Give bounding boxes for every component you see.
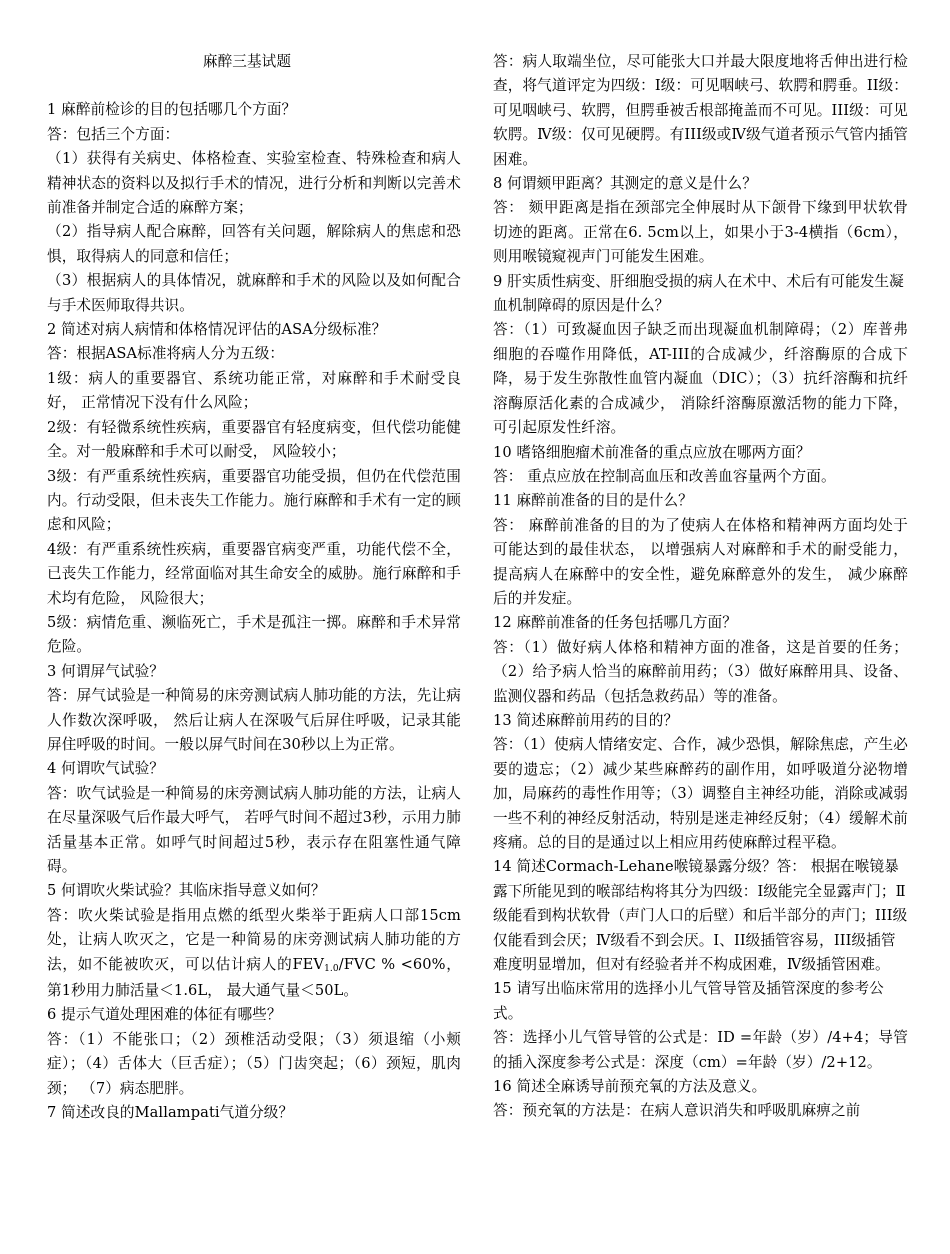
answer-text: 答：选择小儿气管导管的公式是：ID =年龄（岁）/4+4；导管的插入深度参考公式是：深度（cm）=年龄（岁）/2+12。 — [493, 1029, 908, 1071]
answer-text: 答：（1）不能张口；（2）颈椎活动受限；（3）须退缩（小颊症）；（4）舌体大（巨舌症）；（5）门齿突起；（6）颈短，肌肉颈； （7）病态肥胖。 — [47, 1030, 461, 1097]
answer-text: 答：根据ASA标准将病人分为五级： — [47, 345, 285, 363]
left-column — [47, 50, 461, 1125]
answer-text: （1）获得有关病史、体格检查、实验室检查、特殊检查和病人精神状态的资料以及拟行手术的情况，进行分析和判断以完善术前准备并制定合适的麻醉方案； — [47, 150, 461, 217]
answer-text — [47, 904, 461, 1004]
question-text: 1 麻醉前检诊的目的包括哪几个方面？ — [47, 101, 297, 119]
right-column — [493, 50, 908, 1124]
question-text: 8 何谓颏甲距离？其测定的意义是什么？ — [493, 175, 757, 193]
question-text: 15 请写出临床常用的选择小儿气管导管及插管深度的参考公式。 — [493, 980, 884, 1022]
question-text: 6 提示气道处理困难的体征有哪些？ — [47, 1006, 282, 1024]
question-text: 7 简述改良的Mallampati气道分级？ — [47, 1104, 294, 1122]
answer-text: 答：包括三个方面： — [47, 125, 180, 143]
left-column-text — [47, 98, 461, 1125]
answer-text: 答： 麻醉前准备的目的为了使病人在体格和精神两方面均处于可能达到的最佳状态， 以增强病人对麻醉和手术的耐受能力，提高病人在麻醉中的安全性，避免麻醉意外的发生， 减少麻醉后的并发症。 — [493, 516, 908, 607]
question-text: 16 简述全麻诱导前预充氧的方法及意义。 — [493, 1078, 767, 1096]
question-text: 14 简述Cormach-Lehane喉镜暴露分级？答： 根据在喉镜暴露下所能见到的喉部结构将其分为四级：I级能完全显露声门；Ⅱ级能看到构状软骨（声门人口的后壁）和后半部分的声门；III级仅能看到会厌；Ⅳ级看不到会厌。I、II级插管容易，III级插管难度明显增加，但对有经验者并不构成困难，Ⅳ级插管困难。 — [493, 858, 908, 974]
answer-text: 答： 颏甲距离是指在颈部完全伸展时从下颌骨下缘到甲状软骨切迹的距离。正常在6. 5cm以上，如果小于3-4横指（6cm）， 则用喉镜窥视声门可能发生困难。 — [493, 199, 908, 266]
document-title: 麻醉三基试题 — [202, 53, 292, 70]
answer-text: 答：（1）可致凝血因子缺乏而出现凝血机制障碍；（2）库普弗细胞的吞噬作用降低，AT-III的合成减少，纤溶酶原的合成下降，易于发生弥散性血管内凝血（DIC）；（3）抗纤溶酶和抗纤溶酶原活化素的合成减少， 消除纤溶酶原激活物的能力下降， 可引起原发性纤溶。 — [493, 321, 908, 437]
answer-text: 4级：有严重系统性疾病，重要器官病变严重，功能代偿不全，已丧失工作能力，经常面临对其生命安全的威胁。施行麻醉和手术均有危险， 风险很大； — [47, 540, 461, 607]
answer-text: 答：预充氧的方法是：在病人意识消失和呼吸肌麻痹之前 — [493, 1102, 861, 1120]
answer-text-part: /FVC % <60%， 第1秒用力肺活量＜1.6L， 最大通气量＜50L。 — [47, 955, 461, 1000]
answer-text: 1级：病人的重要器官、系统功能正常，对麻醉和手术耐受良好， 正常情况下没有什么风险； — [47, 369, 461, 412]
question-text: 5 何谓吹火柴试验？其临床指导意义如何？ — [47, 882, 326, 900]
answer-text: （3）根据病人的具体情况，就麻醉和手术的风险以及如何配合与手术医师取得共识。 — [47, 272, 461, 314]
answer-text: 5级：病情危重、濒临死亡，手术是孤注一掷。麻醉和手术异常危险。 — [47, 613, 461, 656]
answer-text: 答：吹气试验是一种简易的床旁测试病人肺功能的方法，让病人在尽量深吸气后作最大呼气， 若呼气时间不超过3秒，示用力肺活量基本正常。如呼气时间超过5秒，表示存在阻塞性通气障碍。 — [47, 784, 461, 875]
question-text: 12 麻醉前准备的任务包括哪几方面？ — [493, 614, 737, 632]
right-column-text — [493, 50, 908, 1124]
answer-text: 3级：有严重系统性疾病，重要器官功能受损，但仍在代偿范围内。行动受限，但未丧失工作能力。施行麻醉和手术有一定的顾虑和风险； — [47, 467, 461, 534]
question-text: 9 肝实质性病变、肝细胞受损的病人在术中、术后有可能发生凝血机制障碍的原因是什么？ — [493, 272, 904, 315]
answer-text-part: 答：吹火柴试验是指用点燃的纸型火柴举于距病人口部15cm处，让病人吹灭之，它是一种简易的床旁测试病人肺功能的方法，如不能被吹灭，可以估计病人的FEV — [47, 906, 461, 973]
question-text: 2 简述对病人病情和体格情况评估的ASA分级标准？ — [47, 321, 387, 339]
question-text: 10 嗜铬细胞瘤术前准备的重点应放在哪两方面？ — [493, 443, 811, 461]
answer-text: 2级：有轻微系统性疾病，重要器官有轻度病变，但代偿功能健全。对一般麻醉和手术可以耐受， 风险较小； — [47, 418, 461, 461]
answer-text: 答：（1）使病人情绪安定、合作，减少恐惧，解除焦虑，产生必要的遗忘；（2）减少某些麻醉药的副作用，如呼吸道分泌物增加，局麻药的毒性作用等；（3）调整自主神经功能，消除或减弱一些不利的神经反射活动，特别是迷走神经反射；（4）缓解术前疼痛。总的目的是通过以上相应用药使麻醉过程平稳。 — [493, 736, 908, 851]
question-text: 4 何谓吹气试验？ — [47, 760, 164, 778]
question-text: 13 简述麻醉前用药的目的？ — [493, 711, 679, 729]
answer-text: 答：（1）做好病人体格和精神方面的准备，这是首要的任务；（2）给予病人恰当的麻醉前用药；（3）做好麻醉用具、设备、监测仪器和药品（包括急救药品）等的准备。 — [493, 638, 908, 705]
fev-subscript: 1.0 — [324, 963, 339, 974]
answer-text: 答：病人取端坐位，尽可能张大口并最大限度地将舌伸出进行检查，将气道评定为四级：I级：可见咽峡弓、软腭和腭垂。II级：可见咽峡弓、软腭，但腭垂被舌根部掩盖而不可见。III级：可见软腭。Ⅳ级：仅可见硬腭。有III级或Ⅳ级气道者预示气管内插管困难。 — [493, 53, 908, 168]
question-text: 11 麻醉前准备的目的是什么？ — [493, 492, 693, 510]
question-text: 3 何谓屏气试验？ — [47, 662, 164, 680]
answer-text: 答： 重点应放在控制高血压和改善血容量两个方面。 — [493, 467, 836, 485]
answer-text: 答：屏气试验是一种简易的床旁测试病人肺功能的方法，先让病人作数次深呼吸， 然后让病人在深吸气后屏住呼吸，记录其能屏住呼吸的时间。一般以屏气时间在30秒以上为正常。 — [47, 687, 461, 753]
answer-text: （2）指导病人配合麻醉，回答有关问题，解除病人的焦虑和恐惧，取得病人的同意和信任； — [47, 223, 461, 265]
